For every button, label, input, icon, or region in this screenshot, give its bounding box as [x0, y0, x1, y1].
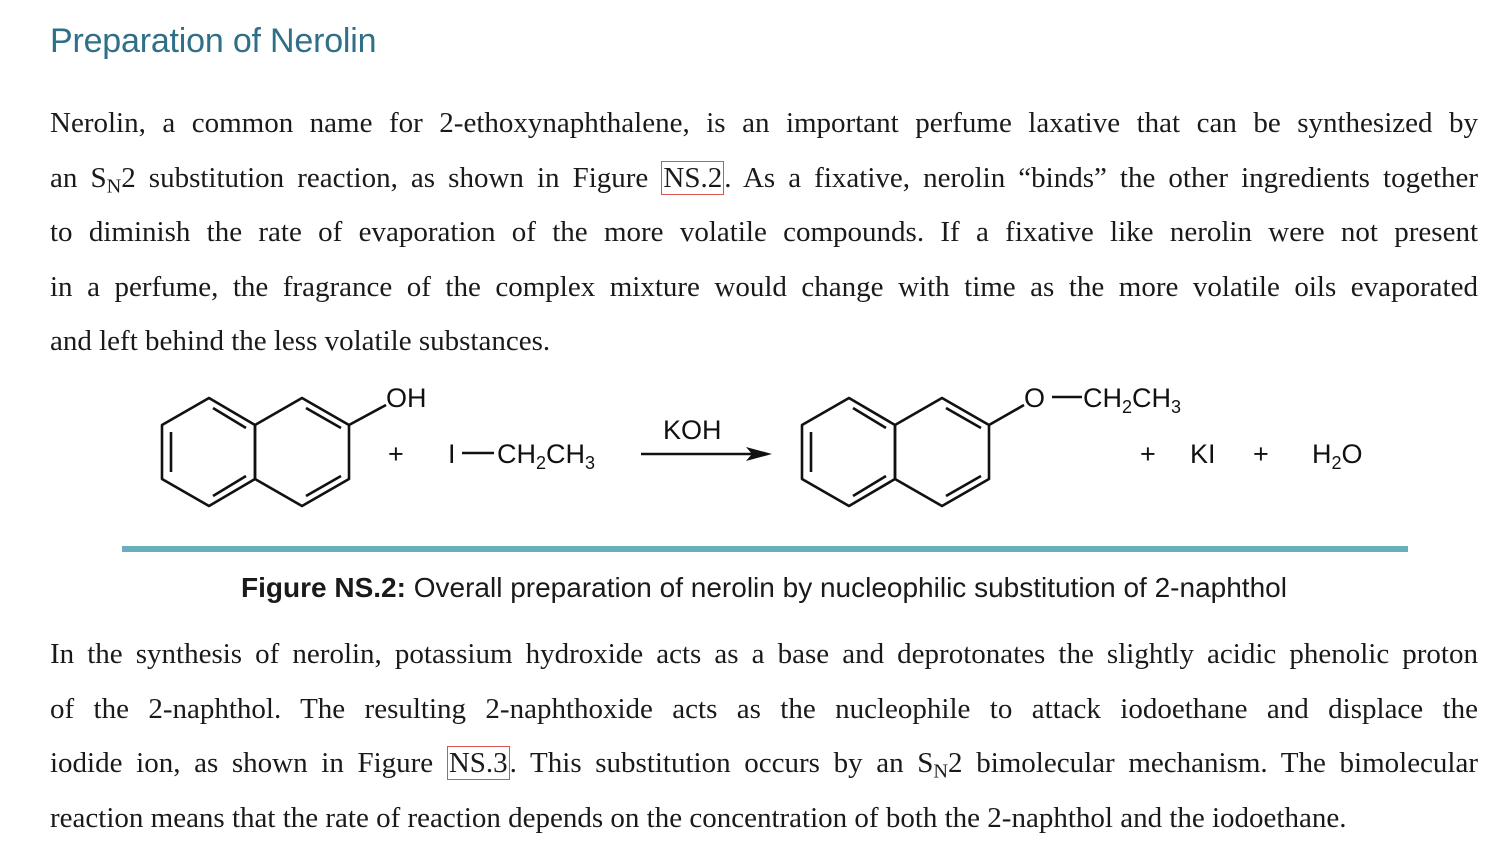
plus-sign: +	[388, 439, 404, 469]
text-line: iodide ion, as shown in Figure NS.3. This substitution occurs by an $S_N2$ bimolecular mechanism. The bimolecular	[50, 747, 1479, 783]
reagent-label: KOH	[663, 415, 722, 445]
ethoxy-group-label: $CH_2CH_3$	[1083, 383, 1182, 417]
figure-link-ns3[interactable]: NS.3	[448, 747, 508, 780]
plus-sign: +	[1253, 439, 1269, 469]
figure-link-ns2[interactable]: NS.2	[663, 161, 723, 194]
text-line: Nerolin, a common name for 2-ethoxynaphthalene, is an important perfume laxative that can be synthesized by	[50, 107, 1478, 139]
page-title: Preparation of Nerolin	[50, 22, 377, 60]
water-label: $H_2O$	[1312, 439, 1363, 473]
text-line: reaction means that the rate of reaction depends on the concentration of both the 2-naphthol and the iodoethane.	[50, 801, 1347, 834]
iodine-label: I	[448, 439, 456, 469]
figure-divider	[122, 546, 1408, 552]
figure-caption-text: Overall preparation of nerolin by nucleophilic substitution of 2-naphthol	[405, 572, 1287, 603]
potassium-iodide-label: KI	[1190, 439, 1216, 469]
hydroxyl-label: OH	[386, 383, 427, 413]
text-line: an $S_N2$ substitution reaction, as shown in Figure NS.2. As a fixative, nerolin “binds” the other ingredients together	[50, 161, 1479, 198]
text-line: in a perfume, the fragrance of the complex mixture would change with time as the more volatile oils evaporated	[50, 270, 1478, 303]
text-line: and left behind the less volatile substances.	[50, 325, 551, 358]
text-line: In the synthesis of nerolin, potassium hydroxide acts as a base and deprotonates the slightly acidic phenolic proton	[50, 638, 1478, 670]
iodoethane-ethyl: $CH_2CH_3$	[497, 439, 596, 473]
figure-label: Figure NS.2:	[241, 572, 406, 603]
naphthol-structure	[162, 398, 386, 506]
text-line: to diminish the rate of evaporation of the more volatile compounds. If a fixative like nerolin were not present	[50, 216, 1478, 249]
mechanism-paragraph	[50, 627, 1478, 845]
figure-caption	[0, 572, 1508, 604]
ether-oxygen-label: O	[1024, 383, 1046, 413]
plus-sign: +	[1140, 439, 1156, 469]
text-line: of the 2-naphthol. The resulting 2-naphthoxide acts as the nucleophile to attack iodoethane and displace the	[50, 692, 1478, 725]
nerolin-structure	[802, 397, 1082, 506]
reaction-arrow	[641, 447, 772, 461]
